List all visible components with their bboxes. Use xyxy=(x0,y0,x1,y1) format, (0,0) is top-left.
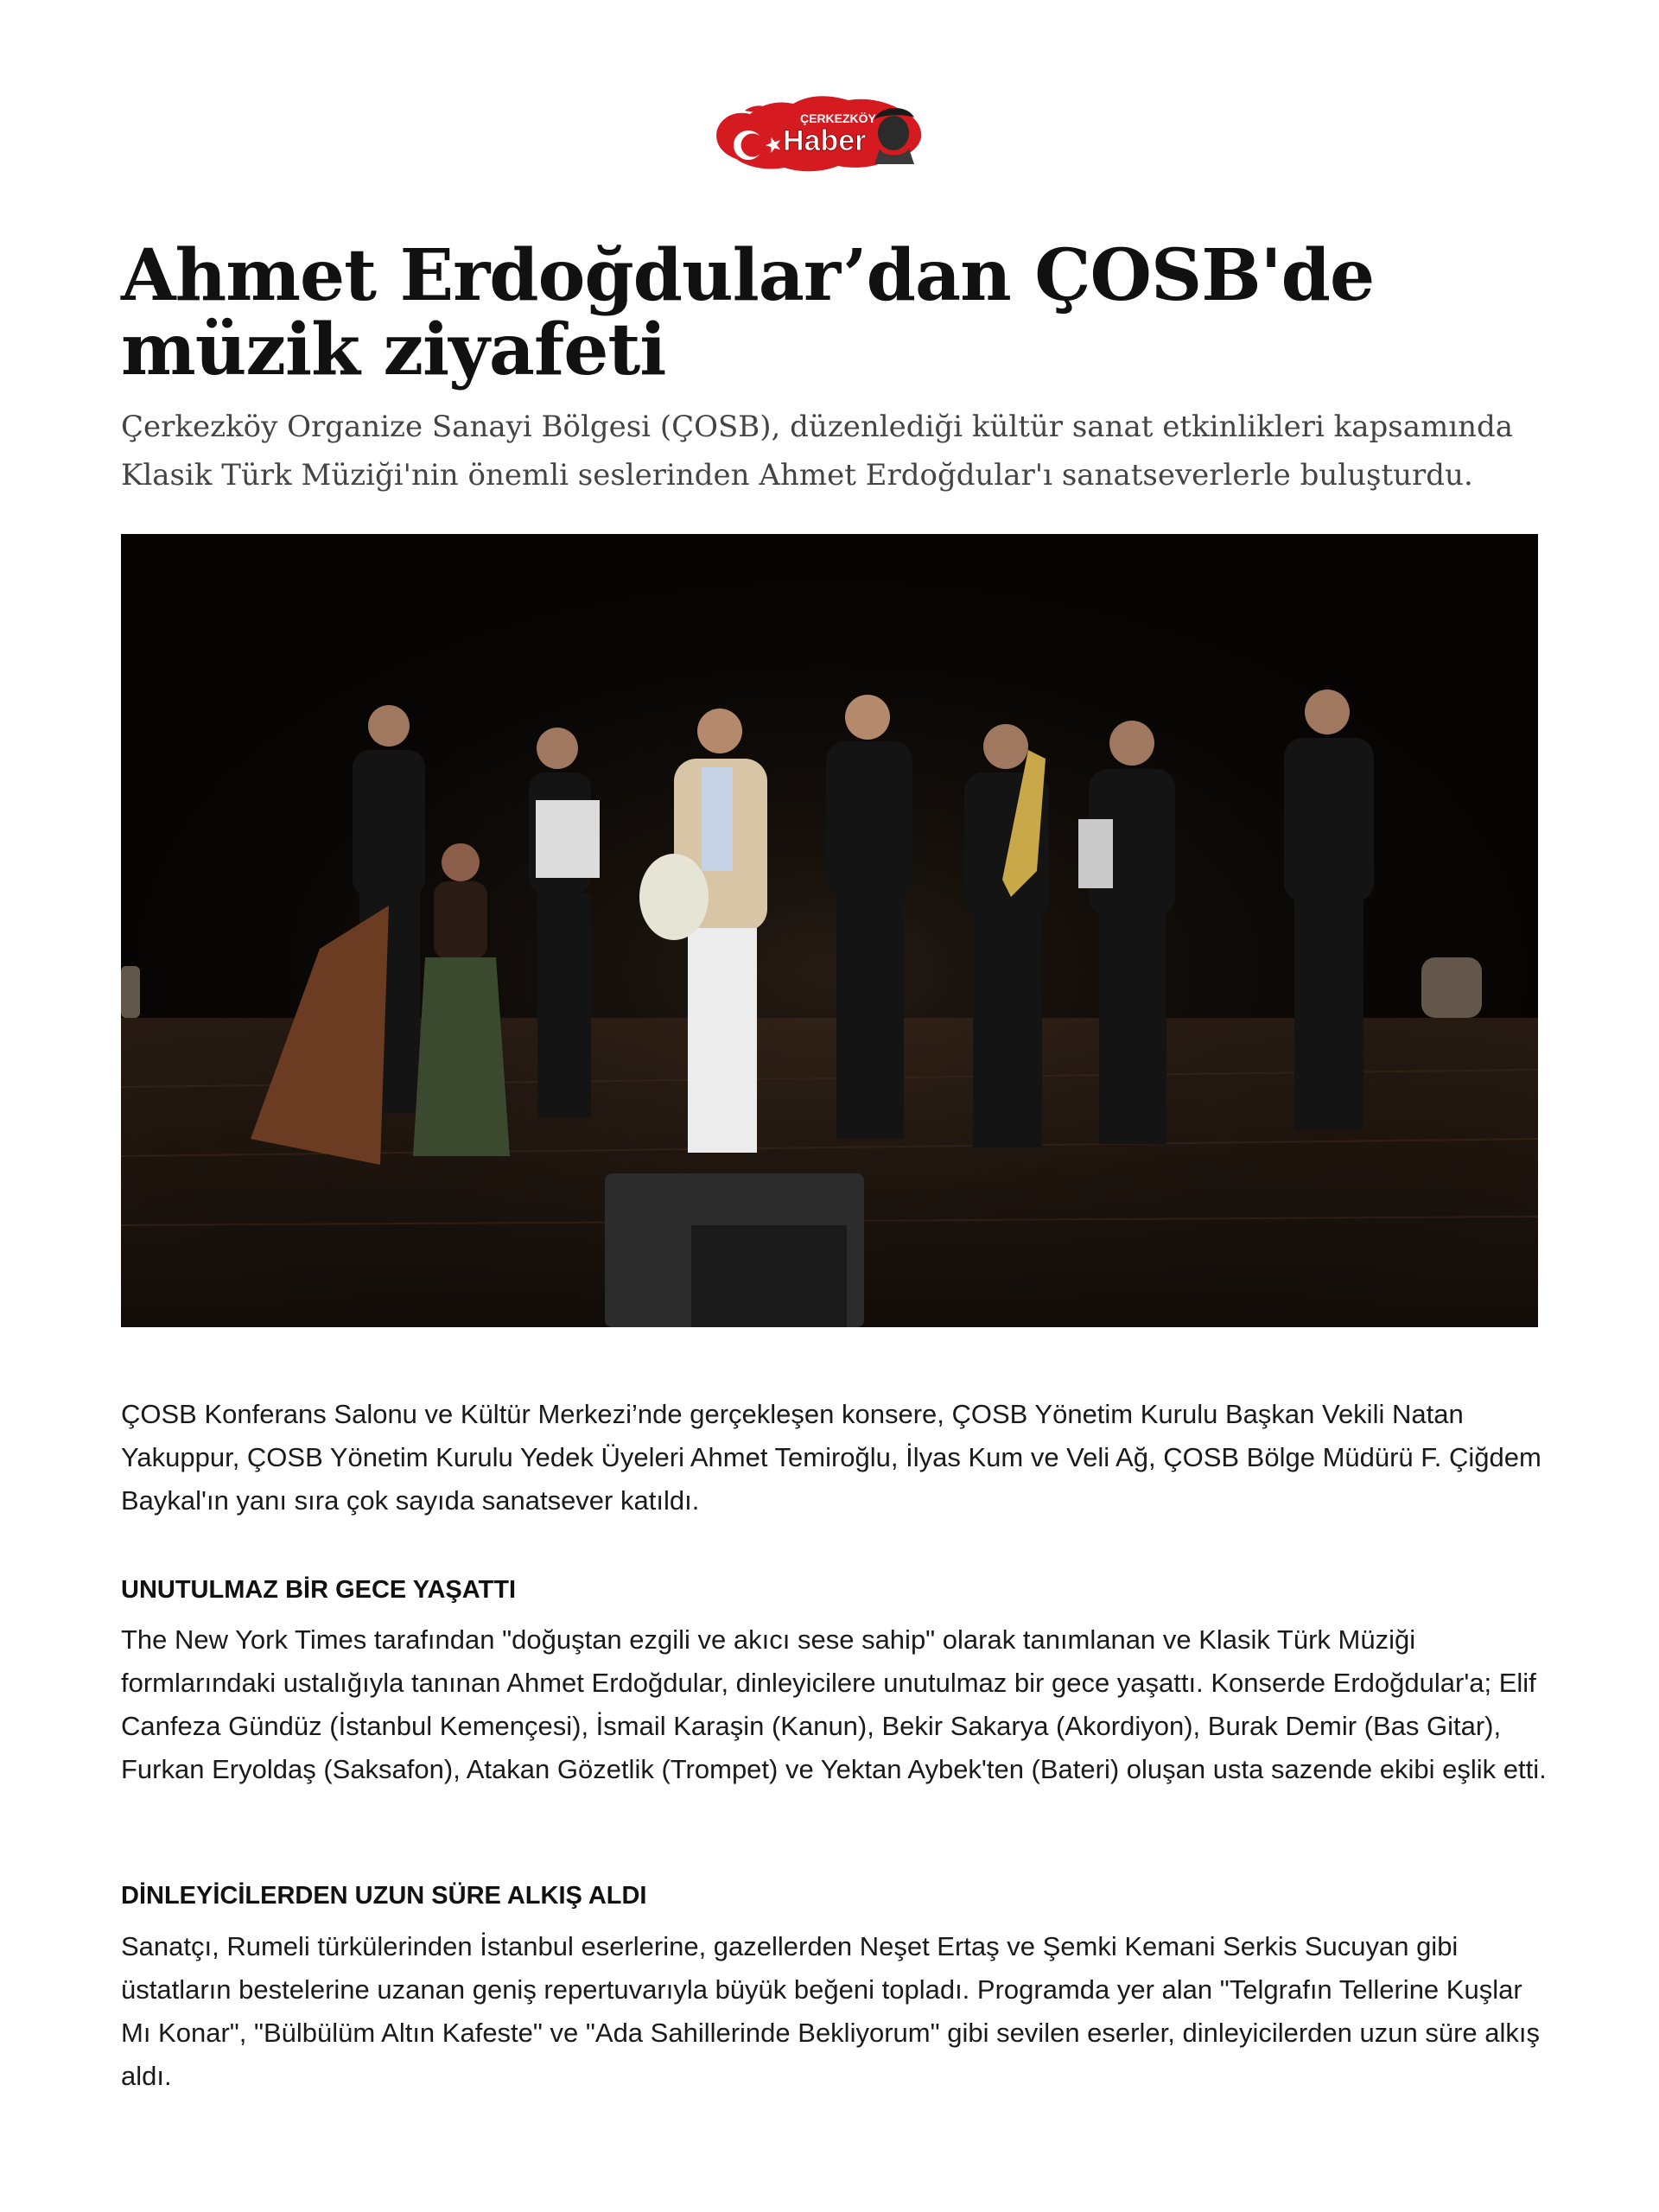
article-title: Ahmet Erdoğdular’dan ÇOSB'de müzik ziyafeti xyxy=(121,234,1375,391)
concert-stage-photo xyxy=(121,534,1538,1327)
paragraph-3: Sanatçı, Rumeli türkülerinden İstanbul eserlerine, gazellerden Neşet Ertaş ve Şemki Kemani Serkis Sucuyan gibi üstatların bestelerine uzanan geniş repertuvarıyla büyük beğeni topladı. Programda yer alan "Telgrafın Tellerine Kuşlar Mı Konar", "Bülbülüm Altın Kafeste" ve "Ada Sahillerinde Bekliyorum" gibi sevilen eserler, dinleyicilerden uzun süre alkış aldı. xyxy=(121,1931,1541,2091)
article-summary: Çerkezköy Organize Sanayi Bölgesi (ÇOSB), düzenlediği kültür sanat etkinlikleri kapsamında Klasik Türk Müziği'nin önemli seslerinden Ahmet Erdoğdular'ı sanatseverlerle buluşturdu. xyxy=(121,410,1514,493)
paragraph-1: ÇOSB Konferans Salonu ve Kültür Merkezi’nde gerçekleşen konsere, ÇOSB Yönetim Kurulu Başkan Vekili Natan Yakuppur, ÇOSB Yönetim Kurulu Yedek Üyeleri Ahmet Temiroğlu, İlyas Kum ve Veli Ağ, ÇOSB Bölge Müdürü F. Çiğdem Baykal'ın yanı sıra çok sayıda sanatsever katıldı. xyxy=(121,1399,1541,1516)
logo-graphic xyxy=(710,85,926,180)
site-logo[interactable] xyxy=(710,85,926,180)
section-heading-2: DİNLEYİCİLERDEN UZUN SÜRE ALKIŞ ALDI xyxy=(121,1882,647,1910)
logo-big-text: Haber xyxy=(783,124,867,157)
logo-small-text: ÇERKEZKÖY xyxy=(800,111,876,125)
paragraph-2: The New York Times tarafından "doğuştan ezgili ve akıcı sese sahip" olarak tanımlanan ve Klasik Türk Müziği formlarındaki ustalığıyla tanınan Ahmet Erdoğdular, dinleyicilere unutulmaz bir gece yaşattı. Konserde Erdoğdular'a; Elif Canfeza Gündüz (İstanbul Kemençesi), İsmail Karaşin (Kanun), Bekir Sakarya (Akordiyon), Burak Demir (Bas Gitar), Furkan Eryoldaş (Saksafon), Atakan Gözetlik (Trompet) ve Yektan Aybek'ten (Bateri) oluşan usta sazende ekibi eşlik etti. xyxy=(121,1624,1547,1784)
article-photo xyxy=(121,534,1538,1327)
section-heading-1: UNUTULMAZ BİR GECE YAŞATTI xyxy=(121,1576,517,1604)
